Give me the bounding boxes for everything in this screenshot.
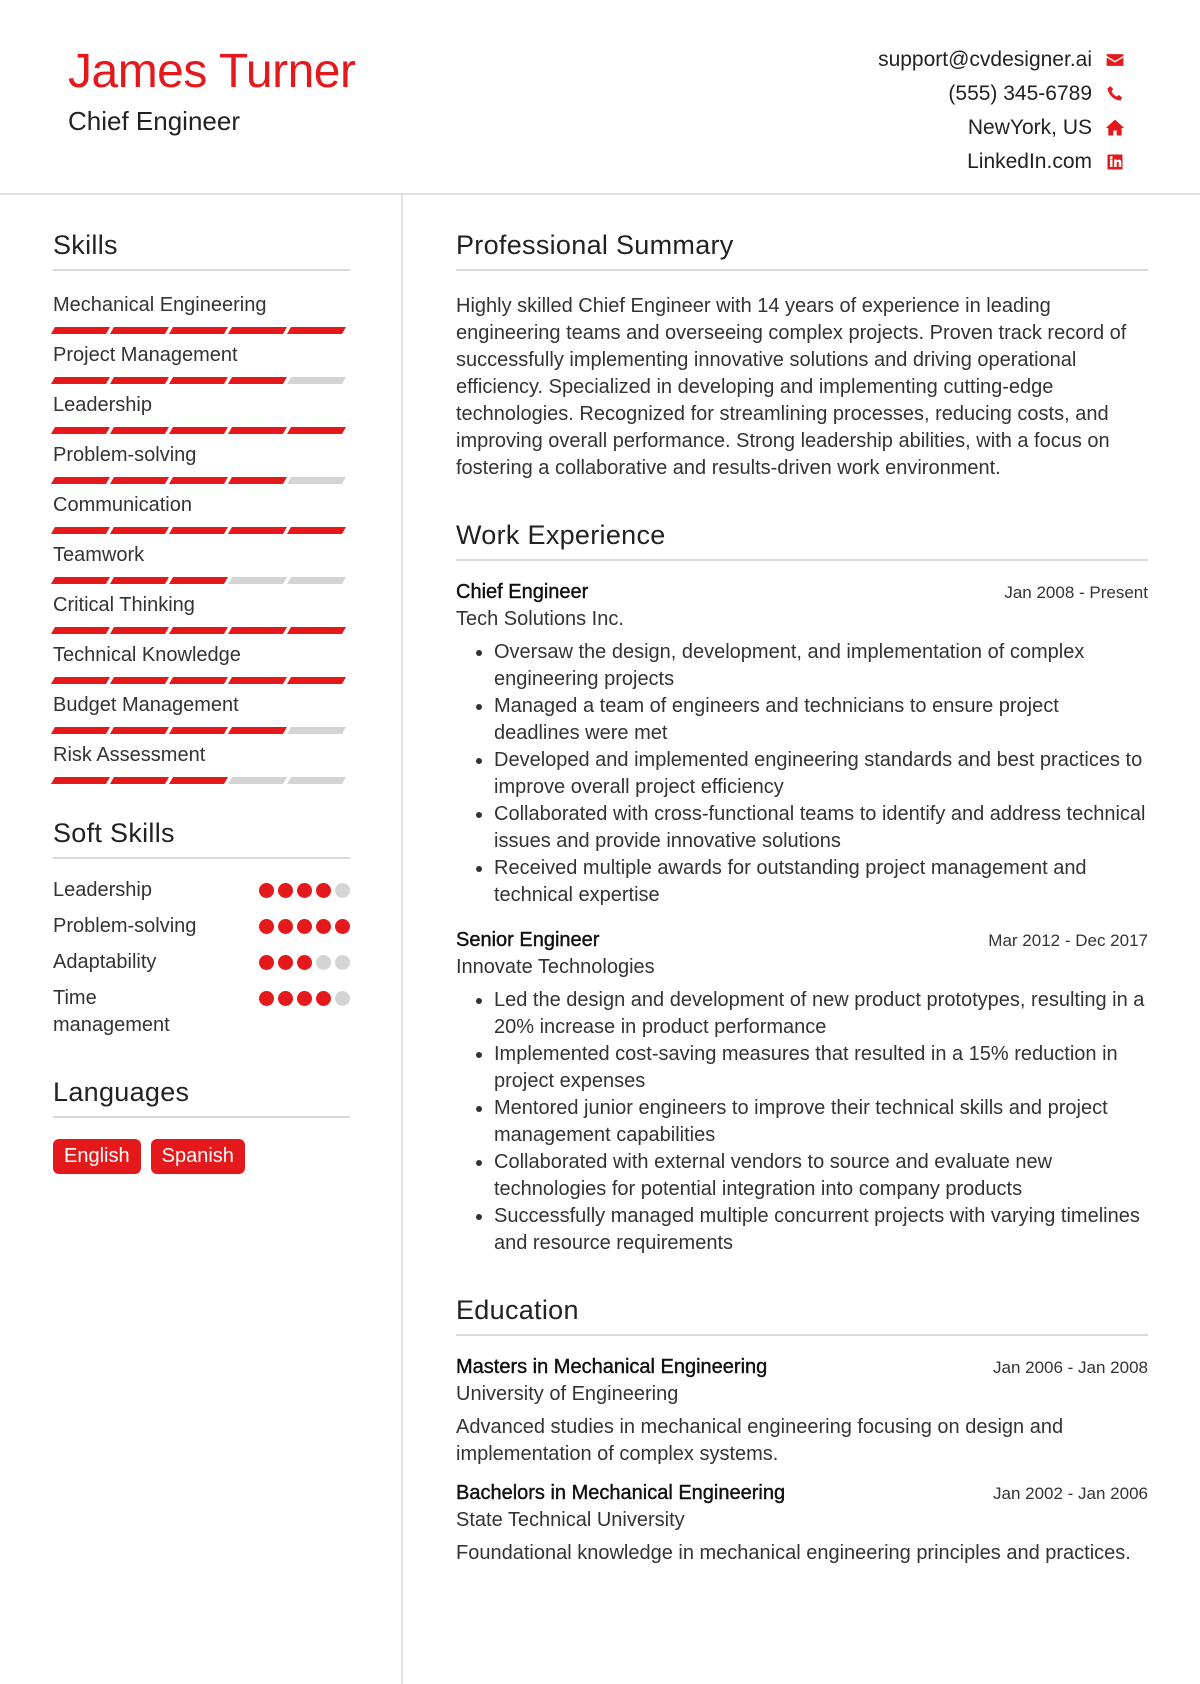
job-entry [456, 581, 1148, 909]
skill-level-segment [169, 777, 228, 784]
language-badge: English [53, 1139, 141, 1174]
skill-level-dot [335, 955, 350, 970]
job-bullet: • Received multiple awards for outstanding project management and technical expertise [494, 855, 1148, 909]
skill-level-segment [228, 527, 287, 534]
skill-level-segment [169, 477, 228, 484]
skill-level-bars [53, 727, 350, 734]
candidate-title: Chief Engineer [68, 106, 240, 136]
phone-icon [1104, 83, 1126, 105]
education-date: Jan 2002 - Jan 2006 [992, 1484, 1148, 1503]
language-badge: Spanish [151, 1139, 245, 1174]
skill-item [53, 691, 350, 741]
skill-level-dot [316, 883, 331, 898]
job-bullet: • Collaborated with external vendors to source and evaluate new technologies for potential integration into company products [494, 1149, 1148, 1203]
job-title: Chief Engineer [456, 581, 589, 603]
skill-level-segment [51, 377, 110, 384]
skill-level-bars [53, 377, 350, 384]
job-entry [456, 929, 1148, 1257]
skill-item [53, 441, 350, 491]
skill-level-dot [297, 919, 312, 934]
soft-skills-heading: Soft Skills [53, 818, 350, 859]
contact-linkedin-text: LinkedIn.com [967, 150, 1092, 173]
skill-level-segment [287, 577, 346, 584]
experience-heading: Work Experience [456, 520, 1148, 561]
skill-level-segment [110, 377, 169, 384]
skill-name: Risk Assessment [53, 744, 206, 766]
soft-skills-list [53, 877, 350, 1039]
home-icon [1104, 117, 1126, 139]
skill-level-dot [259, 919, 274, 934]
skill-level-segment [228, 677, 287, 684]
soft-skill-dots [259, 919, 350, 934]
contact-email-text: support@cvdesigner.ai [878, 48, 1092, 71]
job-bullet: • Led the design and development of new product prototypes, resulting in a 20% increase in product performance [494, 987, 1148, 1041]
job-title: Senior Engineer [456, 929, 600, 951]
summary-text: Highly skilled Chief Engineer with 14 years of experience in leading engineering teams and overseeing complex projects. Proven track record of successfully implementing innovative solutions and driving operational efficiency. Specialized in developing and implementing cutting-edge technologies. Recognized for streamlining processes, reducing costs, and improving overall performance. Strong leadership abilities, with a focus on fostering a collaborative and results-driven work environment. [456, 295, 1127, 479]
skill-level-segment [169, 327, 228, 334]
soft-skill-name: Time management [53, 987, 170, 1036]
skill-level-segment [110, 577, 169, 584]
degree-title: Masters in Mechanical Engineering [456, 1356, 768, 1378]
summary-heading: Professional Summary [456, 230, 1148, 271]
education-description: Advanced studies in mechanical engineering focusing on design and implementation of complex systems. [456, 1416, 1064, 1465]
skill-item [53, 491, 350, 541]
soft-skill-dots [259, 991, 350, 1006]
skills-heading: Skills [53, 230, 350, 271]
contact-phone[interactable] [878, 77, 1126, 111]
education-entry [456, 1356, 1148, 1468]
skill-name: Critical Thinking [53, 594, 195, 616]
skill-level-dot [335, 919, 350, 934]
job-date: Mar 2012 - Dec 2017 [988, 931, 1148, 950]
skill-level-dot [259, 955, 274, 970]
soft-skill-dots [259, 955, 350, 970]
skill-level-dot [297, 991, 312, 1006]
skill-level-segment [169, 627, 228, 634]
skill-level-segment [51, 677, 110, 684]
skill-level-segment [51, 477, 110, 484]
skill-level-segment [51, 577, 110, 584]
skill-level-segment [287, 777, 346, 784]
soft-skill-item [53, 985, 350, 1039]
contact-location-text: NewYork, US [967, 116, 1092, 139]
skill-level-segment [287, 327, 346, 334]
job-bullet: • Developed and implemented engineering standards and best practices to improve overall project efficiency [494, 747, 1148, 801]
soft-skill-item [53, 949, 350, 976]
contact-list [878, 43, 1126, 179]
skill-level-dot [316, 919, 331, 934]
skill-level-segment [110, 677, 169, 684]
skill-level-segment [228, 727, 287, 734]
skill-level-segment [228, 377, 287, 384]
job-bullet: • Implemented cost-saving measures that resulted in a 15% reduction in project expenses [494, 1041, 1148, 1095]
skill-item [53, 591, 350, 641]
skill-item [53, 741, 350, 791]
skill-level-dot [259, 883, 274, 898]
languages-heading: Languages [53, 1077, 350, 1118]
skill-level-dot [316, 991, 331, 1006]
skill-level-segment [169, 427, 228, 434]
resume-header [0, 0, 1200, 195]
skill-level-segment [287, 727, 346, 734]
skill-name: Leadership [53, 394, 152, 416]
skill-level-dot [278, 991, 293, 1006]
skill-name: Teamwork [53, 544, 145, 566]
skill-level-bars [53, 677, 350, 684]
skill-level-bars [53, 527, 350, 534]
skill-level-segment [169, 377, 228, 384]
skill-level-segment [51, 427, 110, 434]
skill-level-segment [110, 477, 169, 484]
skill-name: Budget Management [53, 694, 239, 716]
candidate-name: James Turner [68, 45, 356, 98]
job-bullet: • Collaborated with cross-functional teams to identify and address technical issues and provide innovative solutions [494, 801, 1148, 855]
skill-level-segment [110, 777, 169, 784]
skill-level-dot [297, 955, 312, 970]
skill-level-dot [297, 883, 312, 898]
job-company: Tech Solutions Inc. [456, 608, 624, 630]
skill-level-segment [110, 527, 169, 534]
job-bullet: • Managed a team of engineers and technicians to ensure project deadlines were met [494, 693, 1148, 747]
skill-level-segment [287, 477, 346, 484]
skill-item [53, 641, 350, 691]
soft-skill-name: Leadership [53, 879, 152, 901]
job-date: Jan 2008 - Present [1004, 583, 1148, 602]
soft-skill-name: Problem-solving [53, 915, 197, 937]
skill-level-segment [169, 527, 228, 534]
skill-name: Problem-solving [53, 444, 197, 466]
skill-level-segment [228, 627, 287, 634]
skill-level-segment [51, 627, 110, 634]
skill-level-segment [287, 527, 346, 534]
skill-level-bars [53, 327, 350, 334]
skill-name: Project Management [53, 344, 238, 366]
soft-skill-name: Adaptability [53, 951, 157, 973]
skill-level-segment [287, 377, 346, 384]
contact-linkedin[interactable] [878, 145, 1126, 179]
skill-level-segment [228, 427, 287, 434]
school-name: University of Engineering [456, 1383, 679, 1405]
skill-level-segment [287, 627, 346, 634]
skill-level-dot [278, 955, 293, 970]
skill-level-segment [110, 727, 169, 734]
skill-level-dot [259, 991, 274, 1006]
skill-item [53, 391, 350, 441]
skill-item [53, 291, 350, 341]
contact-phone-text: (555) 345-6789 [948, 82, 1092, 105]
skill-level-segment [228, 327, 287, 334]
column-divider [401, 195, 403, 1684]
skill-level-bars [53, 777, 350, 784]
job-bullets [456, 639, 1148, 909]
skill-level-segment [228, 577, 287, 584]
education-heading: Education [456, 1295, 1148, 1336]
skill-level-segment [51, 727, 110, 734]
languages-list [53, 1139, 350, 1174]
skill-level-dot [316, 955, 331, 970]
job-bullets [456, 987, 1148, 1257]
education-entry [456, 1482, 1148, 1567]
skill-item [53, 541, 350, 591]
skill-item [53, 341, 350, 391]
envelope-icon [1104, 49, 1126, 71]
skill-level-segment [228, 777, 287, 784]
skill-level-dot [335, 883, 350, 898]
skill-level-bars [53, 577, 350, 584]
degree-title: Bachelors in Mechanical Engineering [456, 1482, 786, 1504]
left-column [53, 230, 350, 1174]
skill-level-segment [51, 777, 110, 784]
school-name: State Technical University [456, 1509, 685, 1531]
linkedin-icon [1104, 151, 1126, 173]
skill-level-segment [110, 627, 169, 634]
skill-level-segment [228, 477, 287, 484]
education-date: Jan 2006 - Jan 2008 [992, 1358, 1148, 1377]
skill-level-segment [287, 427, 346, 434]
skill-level-segment [169, 677, 228, 684]
skills-list [53, 291, 350, 791]
skill-level-bars [53, 477, 350, 484]
soft-skill-dots [259, 883, 350, 898]
skill-level-bars [53, 427, 350, 434]
soft-skill-item [53, 913, 350, 940]
skill-level-segment [110, 427, 169, 434]
skill-name: Technical Knowledge [53, 644, 241, 666]
skill-level-bars [53, 627, 350, 634]
skill-level-segment [110, 327, 169, 334]
soft-skill-item [53, 877, 350, 904]
contact-email[interactable] [878, 43, 1126, 77]
skill-level-segment [169, 577, 228, 584]
skill-level-dot [278, 883, 293, 898]
skill-level-segment [287, 677, 346, 684]
education-description: Foundational knowledge in mechanical engineering principles and practices. [456, 1542, 1131, 1564]
contact-location [878, 111, 1126, 145]
job-company: Innovate Technologies [456, 956, 655, 978]
right-column [456, 230, 1148, 1567]
skill-level-segment [169, 727, 228, 734]
job-bullet: • Mentored junior engineers to improve their technical skills and project management capabilities [494, 1095, 1148, 1149]
job-bullet: • Oversaw the design, development, and implementation of complex engineering projects [494, 639, 1148, 693]
skill-level-dot [335, 991, 350, 1006]
job-bullet: • Successfully managed multiple concurrent projects with varying timelines and resource requirements [494, 1203, 1148, 1257]
skill-level-segment [51, 327, 110, 334]
skill-name: Communication [53, 494, 192, 516]
skill-name: Mechanical Engineering [53, 294, 267, 316]
skill-level-segment [51, 527, 110, 534]
skill-level-dot [278, 919, 293, 934]
